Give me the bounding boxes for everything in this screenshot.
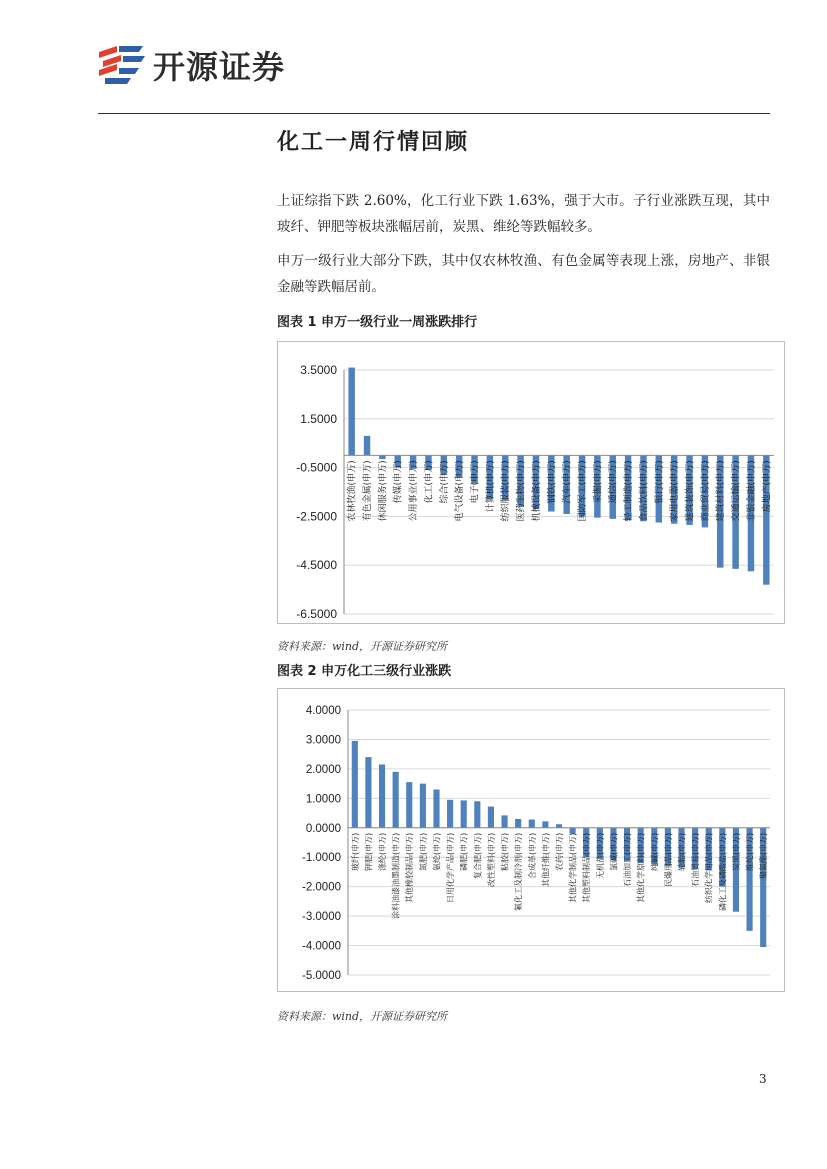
category-label: 非银金融(申万) [746,460,757,522]
category-label: 化工(申万) [424,460,435,504]
category-label: 轮胎(申万) [677,832,687,872]
category-label: 商业贸易(申万) [700,460,711,522]
y-tick-label: 1.5000 [300,411,337,426]
category-label: 涤纶(申万) [378,832,388,872]
bar [515,819,521,828]
category-label: 机械设备(申万) [531,460,542,522]
y-tick-label: -1.0000 [301,852,341,865]
brand-name: 开源证券 [153,48,286,86]
bar [379,455,385,459]
category-label: 银行(申万) [654,460,665,504]
y-tick-label: 3.5000 [300,363,337,377]
summary-paragraph-2: 申万一级行业大部分下跌，其中仅农林牧渔、有色金属等表现上涨，房地产、非银金融等跌幅居前。 [277,253,770,295]
page-number: 3 [759,1072,767,1086]
figure-1-source: 资料来源：wind，开源证券研究所 [277,640,448,653]
bar [365,757,371,828]
category-label: 其他化学制品(申万) [568,832,578,904]
category-label: 玻纤(申万) [350,832,360,872]
category-label: 综合(申万) [439,460,450,504]
figure-2-caption: 图表 2 申万化工三级行业涨跌 [277,664,452,679]
category-label: 电子(申万) [470,460,481,504]
category-label: 石油加工(申万) [623,832,633,888]
category-label: 氮肥(申万) [418,832,428,872]
chart-2-shenwan-chemical-level3 [278,689,784,991]
category-label: 维纶(申万) [745,832,755,872]
y-tick-label: 1.0000 [305,793,341,806]
category-label: 汽车(申万) [562,460,573,504]
bar [488,807,494,828]
kaiyuan-logo-icon [95,42,147,88]
category-label: 医药生物(申万) [516,460,527,522]
y-tick-label: -4.5000 [296,558,337,573]
bar [556,824,562,828]
bar [433,790,439,828]
category-label: 其他塑料制品(申万) [582,832,592,904]
category-label: 日用化学产品(申万) [446,832,456,904]
category-label: 农药(申万) [555,832,564,872]
bar [348,368,354,456]
chart-2-frame [277,688,785,992]
category-label: 炭黑(申万) [731,832,741,872]
page-header [95,42,285,88]
category-label: 交通运输(申万) [731,460,742,522]
category-label: 合成革(申万) [527,832,537,880]
category-label: 涂料油漆油墨制造(申万) [391,832,401,920]
summary-paragraph-1: 上证综指下跌 2.60%，化工行业下跌 1.63%，强于大市。子行业涨跌互现，其中玻纤、钾肥等板块涨幅居前，炭黑、维纶等跌幅较多。 [277,193,770,235]
bar [364,436,370,456]
category-label: 公用事业(申万) [409,460,420,522]
category-label: 石油贸易(申万) [691,832,701,888]
y-tick-label: 2.0000 [305,763,341,776]
bar [542,821,548,827]
category-label: 食品饮料(申万) [639,460,650,522]
y-tick-label: 4.0000 [305,705,341,717]
category-label: 聚氨酯(申万) [759,832,769,880]
category-label: 复合肥(申万) [473,832,483,880]
category-label: 建筑材料(申万) [716,460,727,522]
category-label: 国防军工(申万) [578,460,589,522]
category-label: 建筑装饰(申万) [685,460,696,522]
category-label: 氨纶(申万) [432,832,442,872]
category-label: 氟化工及制冷剂(申万) [514,832,524,912]
category-label: 传媒(申万) [393,460,404,504]
category-label: 磷化工及磷酸盐(申万) [718,832,728,912]
category-label: 氯碱(申万) [609,832,619,872]
y-tick-label: -2.0000 [301,881,341,894]
category-label: 磷肥(申万) [459,832,469,872]
category-label: 电气设备(申万) [455,460,466,522]
category-label: 轻工制造(申万) [624,460,635,522]
bar [420,784,426,828]
category-label: 纯碱(申万) [650,832,660,872]
category-label: 纺织服装(申万) [501,460,512,522]
category-label: 有色金属(申万) [363,460,374,522]
figure-1-caption: 图表 1 申万一级行业一周涨跌排行 [277,315,478,330]
bar [461,800,467,827]
section-title: 化工一周行情回顾 [277,130,470,155]
category-label: 无机盐(申万) [595,832,605,880]
category-label: 民爆用品(申万) [663,832,673,888]
y-tick-label: -6.5000 [296,607,337,621]
category-label: 通信(申万) [608,460,619,504]
y-tick-label: -0.5000 [296,460,337,475]
header-divider [98,113,770,114]
chart-1-shenwan-level1-industries [278,342,784,623]
bar [352,741,358,828]
category-label: 计算机(申万) [485,460,496,513]
category-label: 房地产(申万) [762,460,773,513]
bar [379,764,385,827]
y-tick-label: 0.0000 [305,822,341,835]
category-label: 改性塑料(申万) [486,832,496,888]
y-tick-label: -2.5000 [296,509,337,524]
bar [529,820,535,828]
y-tick-label: -5.0000 [301,970,341,982]
figure-2-source: 资料来源：wind，开源证券研究所 [277,1010,448,1023]
y-tick-label: -4.0000 [301,940,341,953]
category-label: 其他橡胶制品(申万) [405,832,415,904]
category-label: 其他化学原料(申万) [636,832,646,904]
category-label: 钢铁(申万) [547,460,558,504]
chart-1-frame [277,341,785,624]
bar [501,815,507,827]
category-label: 农林牧渔(申万) [347,460,358,522]
y-tick-label: -3.0000 [301,911,341,924]
category-label: 其他纤维(申万) [541,832,551,888]
bar [393,772,399,828]
category-label: 纺织化学用品(申万) [704,832,714,904]
y-tick-label: 3.0000 [305,734,341,747]
category-label: 家用电器(申万) [670,460,681,522]
category-label: 休闲服务(申万) [378,460,389,522]
bar [406,782,412,828]
category-label: 粘胶(申万) [500,832,510,872]
category-label: 采掘(申万) [593,460,604,504]
bar [474,801,480,828]
category-label: 钾肥(申万) [364,832,374,872]
bar [447,800,453,828]
